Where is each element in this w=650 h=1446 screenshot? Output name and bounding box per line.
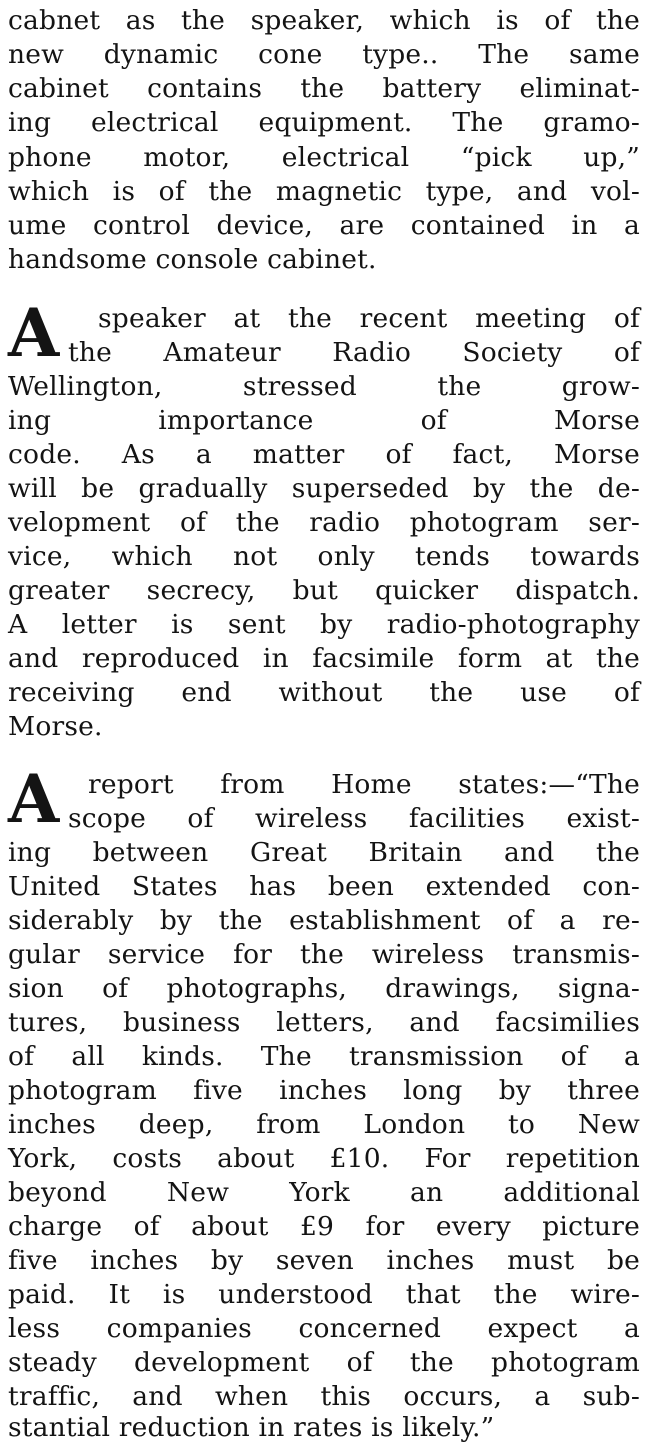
- text-line: tures, business letters, and facsimilies: [8, 1007, 640, 1038]
- text-line: will be gradually superseded by the de-: [8, 473, 640, 504]
- text-line: beyond New York an additional: [8, 1177, 640, 1208]
- text-line: United States has been extended con-: [8, 871, 640, 902]
- text-line: greater secrecy, but quicker dispatch.: [8, 575, 640, 606]
- text-line: ing between Great Britain and the: [8, 837, 640, 868]
- text-line: siderably by the establishment of a re-: [8, 905, 640, 936]
- text-line: inches deep, from London to New: [8, 1109, 640, 1140]
- drop-cap: A: [8, 760, 60, 838]
- text-line: phone motor, electrical “pick up,”: [8, 142, 640, 173]
- text-line: receiving end without the use of: [8, 677, 640, 708]
- text-line: new dynamic cone type.. The same: [8, 39, 640, 70]
- text-line: speaker at the recent meeting of: [98, 303, 640, 334]
- text-line: of all kinds. The transmission of a: [8, 1041, 640, 1072]
- text-line: vice, which not only tends towards: [8, 541, 640, 572]
- text-line: York, costs about £10. For repetition: [8, 1143, 640, 1174]
- text-line: photogram five inches long by three: [8, 1075, 640, 1106]
- text-line: code. As a matter of fact, Morse: [8, 439, 640, 470]
- text-line: paid. It is understood that the wire-: [8, 1279, 640, 1310]
- text-line: the Amateur Radio Society of: [68, 337, 640, 368]
- text-line: stantial reduction in rates is likely.”: [8, 1412, 495, 1443]
- text-line: steady development of the photogram: [8, 1347, 640, 1378]
- text-line: ing importance of Morse: [8, 405, 640, 436]
- text-line: velopment of the radio photogram ser-: [8, 507, 640, 538]
- text-line: Wellington, stressed the grow-: [8, 371, 640, 402]
- text-line: and reproduced in facsimile form at the: [8, 643, 640, 674]
- text-line: report from Home states:—“The: [88, 769, 640, 800]
- text-line: handsome console cabinet.: [8, 244, 377, 275]
- text-line: Morse.: [8, 711, 103, 742]
- text-line: traffic, and when this occurs, a sub-: [8, 1381, 640, 1412]
- text-line: scope of wireless facilities exist-: [68, 803, 640, 834]
- text-line: ing electrical equipment. The gramo-: [8, 107, 640, 138]
- text-line: A letter is sent by radio-photography: [8, 609, 640, 640]
- drop-cap: A: [8, 294, 60, 372]
- text-line: less companies concerned expect a: [8, 1313, 640, 1344]
- text-line: which is of the magnetic type, and vol-: [8, 176, 640, 207]
- text-line: charge of about £9 for every picture: [8, 1211, 640, 1242]
- text-line: five inches by seven inches must be: [8, 1245, 640, 1276]
- text-line: ume control device, are contained in a: [8, 210, 640, 241]
- text-line: cabnet as the speaker, which is of the: [8, 5, 640, 36]
- text-line: gular service for the wireless transmis-: [8, 939, 640, 970]
- text-line: cabinet contains the battery eliminat-: [8, 73, 640, 104]
- text-line: sion of photographs, drawings, signa-: [8, 973, 640, 1004]
